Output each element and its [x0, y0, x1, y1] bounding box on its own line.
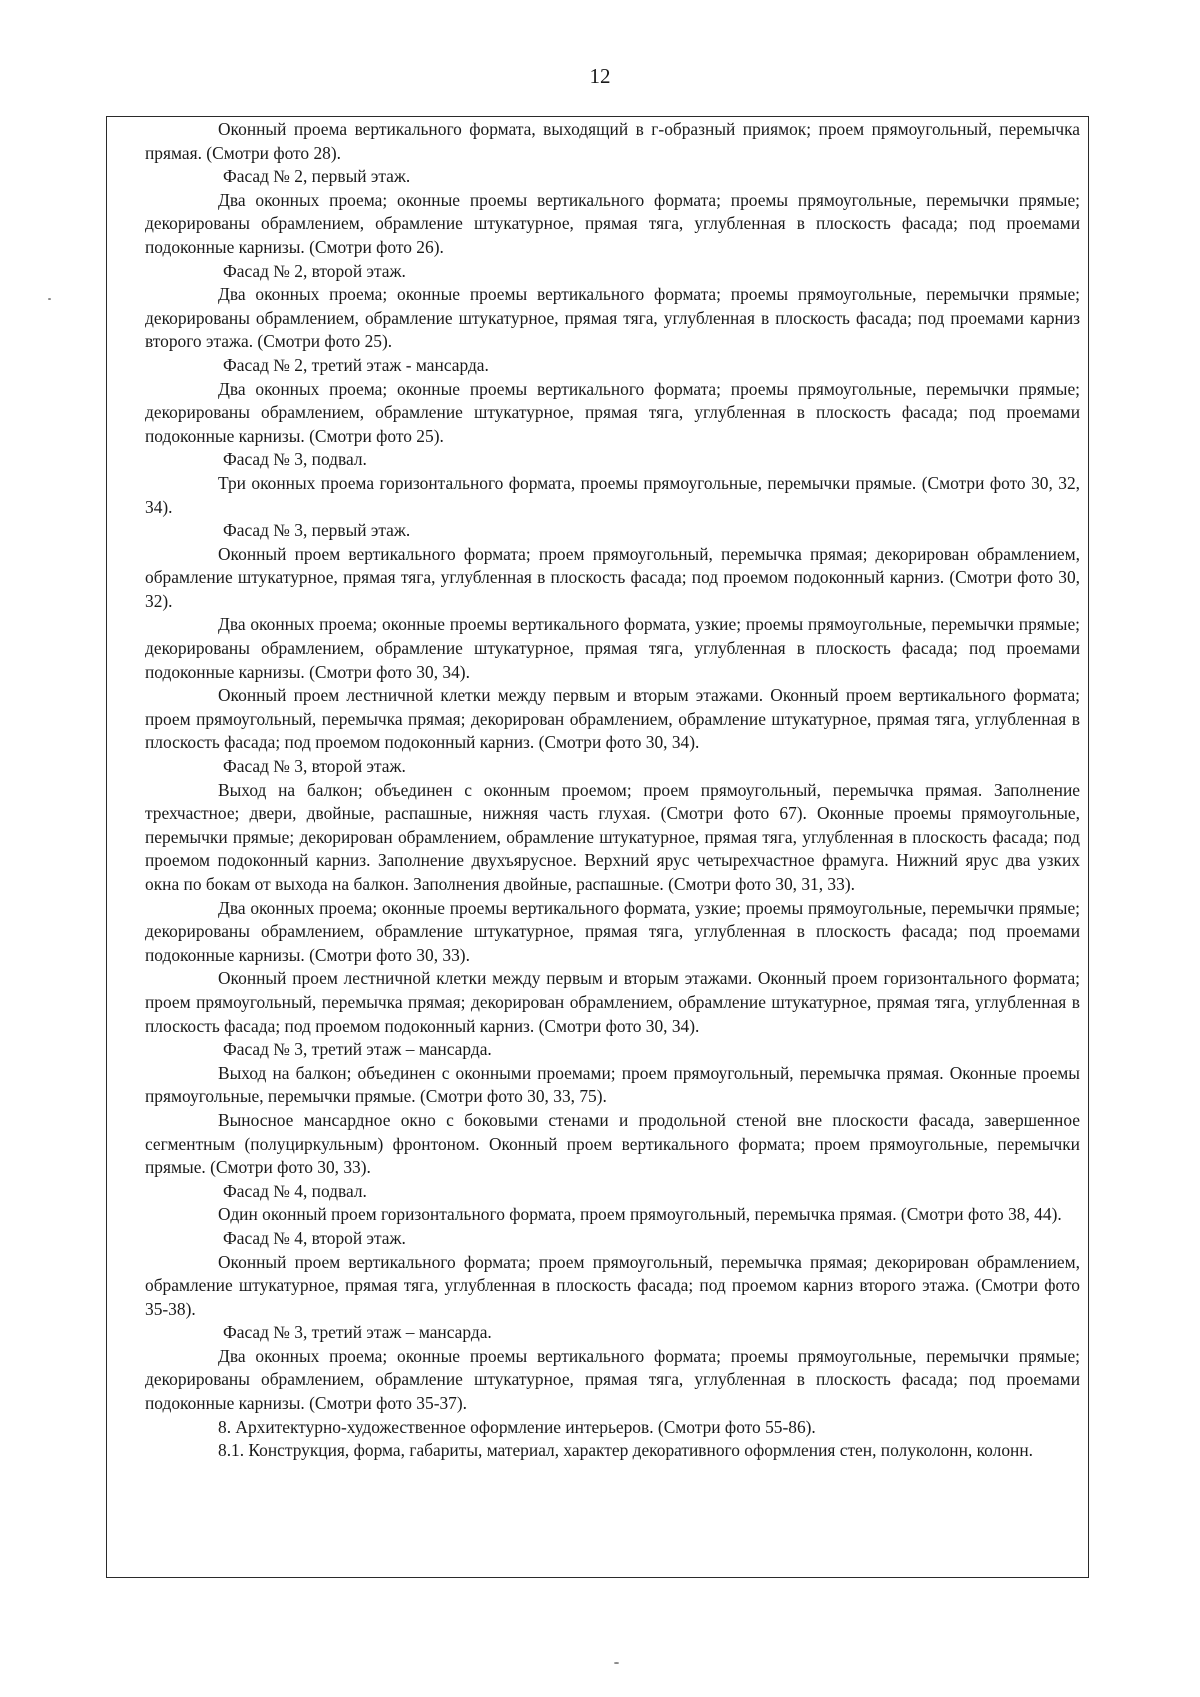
paragraph: Оконный проем лестничной клетки между первым и вторым этажами. Оконный проем вертикального формата; проем прямоугольный, перемычка прямая; декорирован обрамлением, обрамление штукатурное, прямая тяга, углубленная в плоскость фасада; под проемом подоконный карниз. (Смотри фото 30, 34). [145, 685, 1080, 753]
paragraph: Выход на балкон; объединен с оконным проемом; проем прямоугольный, перемычка прямая. Заполнение трехчастное; двери, двойные, распашные, нижняя часть глухая. (Смотри фото 67). Оконные проемы прямоугольные, перемычки прямые; декорирован обрамлением, обрамление штукатурное, прямая тяга, углубленная в плоскость фасада; под проемом подоконный карниз. Заполнение двухъярусное. Верхний ярус четырехчастное фрамуга. Нижний ярус два узких окна по бокам от выхода на балкон. Заполнения двойные, распашные. (Смотри фото 30, 31, 33). [145, 779, 1080, 894]
paragraph: Оконный проема вертикального формата, выходящий в г-образный приямок; проем прямоугольный, перемычка прямая. (Смотри фото 28). [145, 119, 1080, 163]
paragraph: Оконный проем лестничной клетки между первым и вторым этажами. Оконный проем горизонтального формата; проем прямоугольный, перемычка прямая; декорирован обрамлением, обрамление штукатурное, прямая тяга, углубленная в плоскость фасада; под проемом подоконный карниз. (Смотри фото 30, 34). [145, 968, 1080, 1036]
paragraph: Оконный проем вертикального формата; проем прямоугольный, перемычка прямая; декорирован обрамлением, обрамление штукатурное, прямая тяга, углубленная в плоскость фасада; под проемом подоконный карниз. (Смотри фото 30, 32). [145, 543, 1080, 611]
paragraph: Один оконный проем горизонтального формата, проем прямоугольный, перемычка прямая. (Смотри фото 38, 44). [218, 1204, 1062, 1225]
paragraph: Оконный проем вертикального формата; проем прямоугольный, перемычка прямая; декорирован обрамлением, обрамление штукатурное, прямая тяга, углубленная в плоскость фасада; под проемом карниз второго этажа. (Смотри фото 35-38). [145, 1251, 1080, 1319]
section-heading: Фасад № 2, второй этаж. [223, 260, 406, 281]
paragraph: Три оконных проема горизонтального формата, проемы прямоугольные, перемычки прямые. (Смотри фото 30, 32, 34). [145, 472, 1080, 517]
section-heading: Фасад № 3, первый этаж. [223, 520, 411, 541]
subsection-title: 8.1. Конструкция, форма, габариты, материал, характер декоративного оформления стен, полуколонн, колонн. [218, 1440, 1033, 1461]
paragraph: Два оконных проема; оконные проемы вертикального формата; проемы прямоугольные, перемычки прямые; декорированы обрамлением, обрамление штукатурное, прямая тяга, углубленная в плоскость фасада; под проемами подоконные карнизы. (Смотри фото 26). [145, 189, 1080, 257]
section-heading: Фасад № 3, подвал. [223, 449, 367, 470]
section-heading: Фасад № 4, второй этаж. [223, 1227, 406, 1248]
page-number: 12 [589, 64, 611, 88]
section-heading: Фасад № 4, подвал. [223, 1180, 367, 1201]
section-heading: Фасад № 2, третий этаж - мансарда. [223, 354, 489, 375]
section-heading: Фасад № 3, третий этаж – мансарда. [223, 1039, 492, 1060]
paragraph: Два оконных проема; оконные проемы вертикального формата, узкие; проемы прямоугольные, перемычки прямые; декорированы обрамлением, обрамление штукатурное, прямая тяга, углубленная в плоскость фасада; под проемами подоконные карнизы. (Смотри фото 30, 34). [145, 614, 1080, 682]
paragraph: Два оконных проема; оконные проемы вертикального формата; проемы прямоугольные, перемычки прямые; декорированы обрамлением, обрамление штукатурное, прямая тяга, углубленная в плоскость фасада; под проемами карниз второго этажа. (Смотри фото 25). [145, 284, 1080, 352]
section-heading: Фасад № 2, первый этаж. [223, 166, 411, 187]
scan-speck [614, 1662, 619, 1664]
section-title: 8. Архитектурно-художественное оформление интерьеров. (Смотри фото 55-86). [218, 1416, 816, 1437]
paragraph: Два оконных проема; оконные проемы вертикального формата, узкие; проемы прямоугольные, перемычки прямые; декорированы обрамлением, обрамление штукатурное, прямая тяга, углубленная в плоскость фасада; под проемами подоконные карнизы. (Смотри фото 30, 33). [145, 897, 1080, 965]
paragraph: Два оконных проема; оконные проемы вертикального формата; проемы прямоугольные, перемычки прямые; декорированы обрамлением, обрамление штукатурное, прямая тяга, углубленная в плоскость фасада; под проемами подоконные карнизы. (Смотри фото 25). [145, 378, 1080, 446]
scan-speck [48, 298, 51, 300]
section-heading: Фасад № 3, второй этаж. [223, 756, 406, 777]
paragraph: Два оконных проема; оконные проемы вертикального формата; проемы прямоугольные, перемычки прямые; декорированы обрамлением, обрамление штукатурное, прямая тяга, углубленная в плоскость фасада; под проемами подоконные карнизы. (Смотри фото 35-37). [145, 1345, 1080, 1414]
section-heading: Фасад № 3, третий этаж – мансарда. [223, 1322, 492, 1343]
paragraph: Выход на балкон; объединен с оконными проемами; проем прямоугольный, перемычка прямая. Оконные проемы прямоугольные, перемычки прямые. (Смотри фото 30, 33, 75). [145, 1062, 1080, 1107]
document-body [145, 118, 1080, 1463]
paragraph: Выносное мансардное окно с боковыми стенами и продольной стеной вне плоскости фасада, завершенное сегментным (полуциркульным) фронтоном. Оконный проем вертикального формата; проем прямоугольные, перемычки прямые. (Смотри фото 30, 33). [145, 1109, 1080, 1178]
